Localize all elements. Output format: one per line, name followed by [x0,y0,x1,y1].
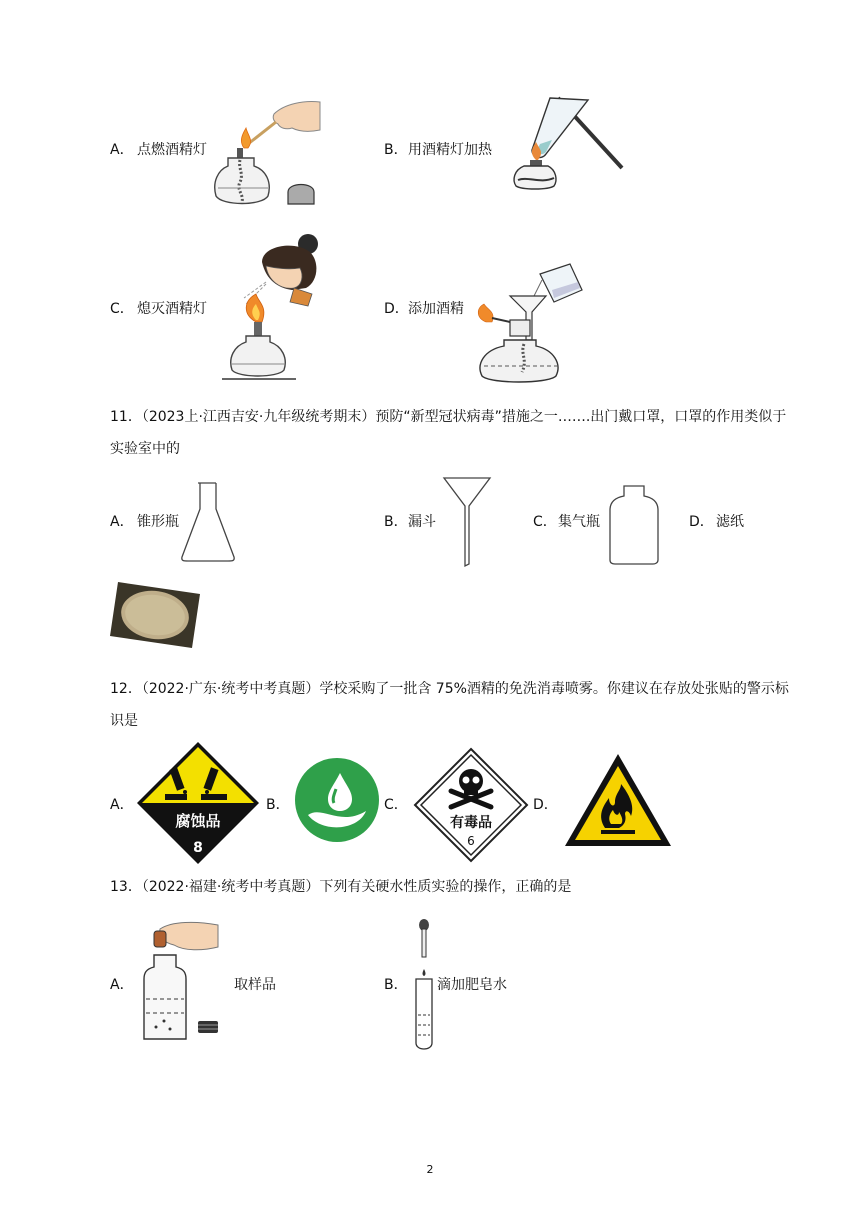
q11-option-d-text: 滤纸 [716,514,744,530]
q11-option-c-letter: C． [533,514,557,530]
toxic-sign-number: 6 [467,834,475,848]
q13-option-a-letter: A． [110,977,134,993]
water-saving-sign-image [294,757,380,843]
q11-option-c-text: 集气瓶 [558,514,600,530]
q12-stem: 12．（2022·广东·统考中考真题）学校采购了一批含 75%酒精的免洗消毒喷雾。你建议在存放处张贴的警示标识是 [110,681,789,729]
toxic-sign-text: 有毒品 [450,815,492,831]
corrosive-sign-image [135,740,261,866]
toxic-sign-image [413,747,529,863]
q13-option-a-text: 取样品 [234,977,276,993]
q13-option-b-text: 滴加肥皂水 [437,977,507,993]
filter-paper-image [110,582,200,648]
q13-option-b-letter: B． [384,977,408,993]
q13-option-b-image [412,919,436,1053]
erlenmeyer-flask-image [180,481,236,563]
q10-option-d-letter: D． [384,301,409,317]
q13-stem: 13．（2022·福建·统考中考真题）下列有关硬水性质实验的操作，正确的是 [110,879,572,895]
q10-option-a-text: 点燃酒精灯 [137,142,207,158]
q11-option-b-text: 漏斗 [408,514,436,530]
q10-option-c-image [222,232,332,382]
q10-option-a-image [214,96,324,211]
q11-option-d-letter: D． [689,514,714,530]
gas-collection-bottle-image [609,484,659,566]
q10-option-d-text: 添加酒精 [408,301,464,317]
q12-option-d-letter: D． [533,797,558,813]
funnel-image [442,476,492,568]
q13-option-a-image [140,921,224,1041]
q12-option-c-letter: C． [384,797,408,813]
q10-option-a-letter: A． [110,142,134,158]
q11-option-a-letter: A． [110,514,134,530]
q10-option-b-letter: B． [384,142,408,158]
q12-option-b-letter: B． [266,797,290,813]
q11-option-a-text: 锥形瓶 [137,514,179,530]
corrosive-sign-number: 8 [193,840,203,856]
q10-option-c-text: 熄灭酒精灯 [137,301,207,317]
q10-option-b-image [510,92,630,192]
q11-stem: 11．（2023上·江西吉安·九年级统考期末）预防“新型冠状病毒”措施之一…….出门戴口罩，口罩的作用类似于实验室中的 [110,409,787,457]
q11-option-b-letter: B． [384,514,408,530]
page-number: 2 [426,1163,434,1176]
q12-option-a-letter: A． [110,797,134,813]
q10-option-c-letter: C． [110,301,134,317]
flammable-sign-image [563,752,673,848]
q10-option-d-image [470,260,590,386]
corrosive-sign-text: 腐蚀品 [175,812,221,830]
q10-option-b-text: 用酒精灯加热 [408,142,492,158]
